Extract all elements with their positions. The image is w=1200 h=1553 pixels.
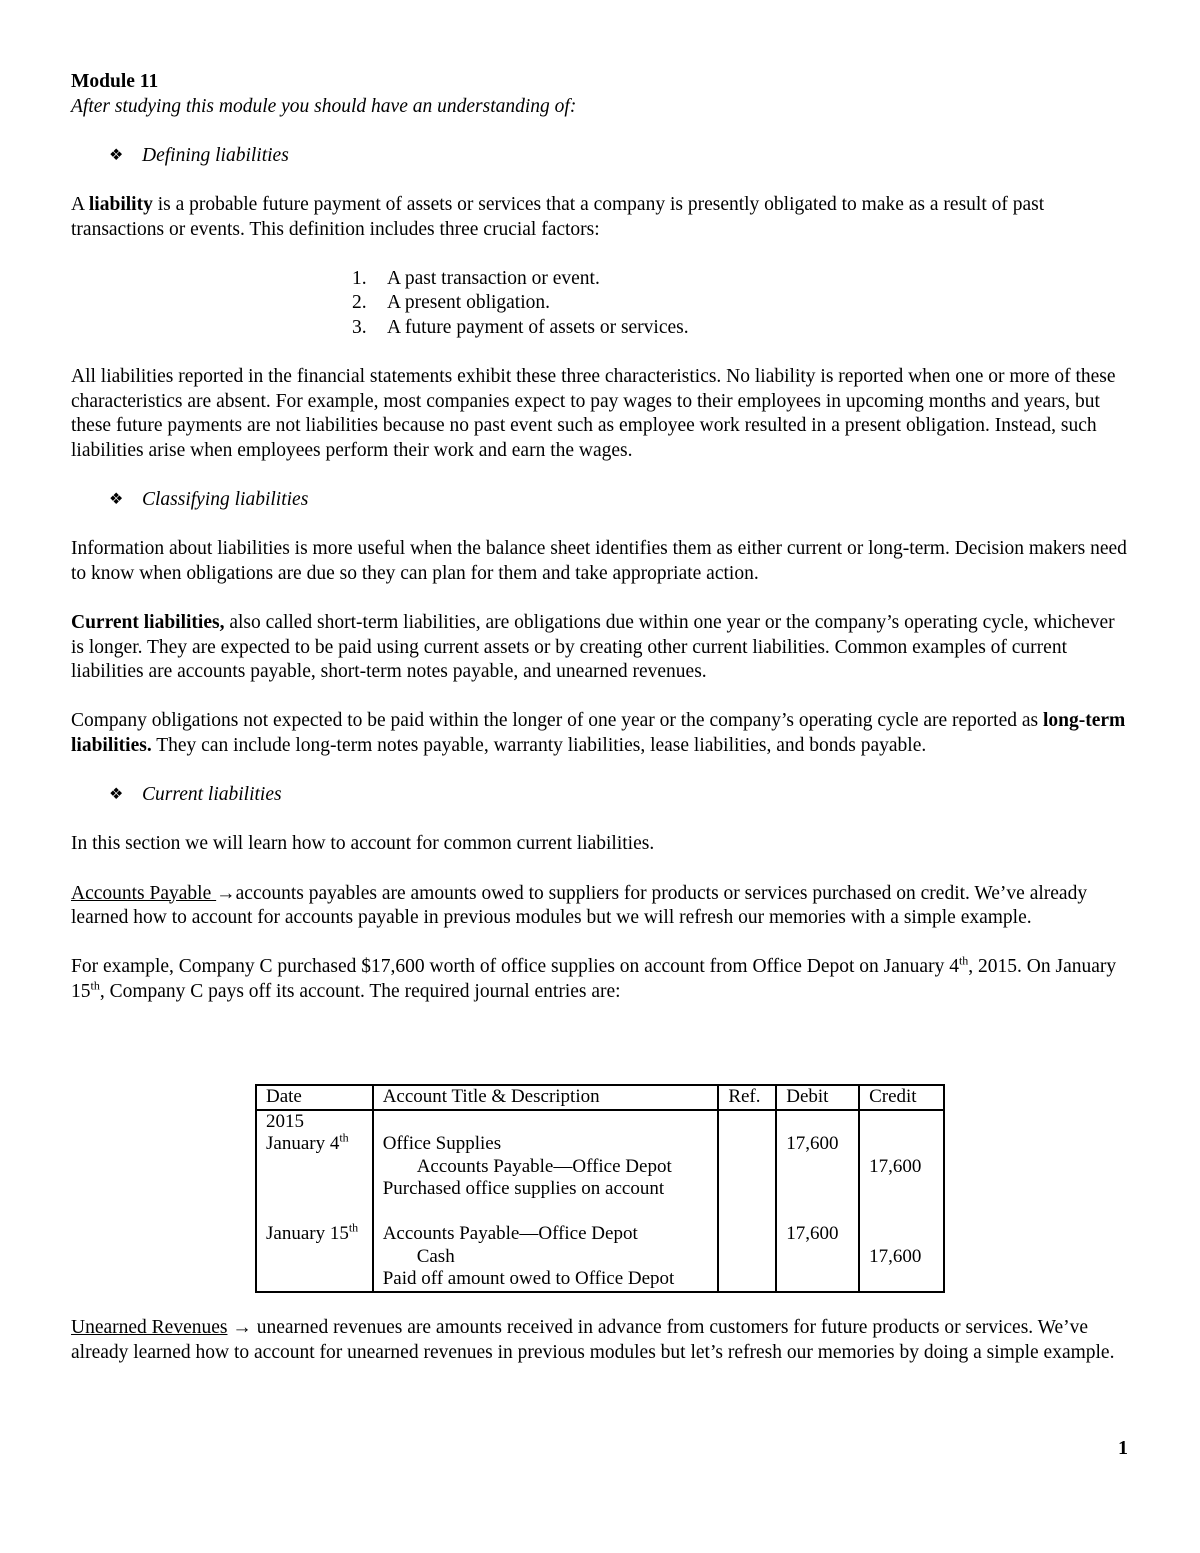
entry1-credit-amount: 17,600: [869, 1155, 922, 1177]
liability-definition-paragraph: [71, 193, 1131, 242]
journal-entries-table: [255, 1084, 945, 1293]
account-cell: [373, 1110, 719, 1292]
entry2-credit-account: Cash: [416, 1245, 455, 1267]
ref-cell: [718, 1110, 776, 1292]
arrow-right-icon: →: [232, 1317, 252, 1338]
entry1-credit-account: Accounts Payable—Office Depot: [416, 1155, 672, 1177]
accounts-payable-paragraph: [71, 882, 1131, 931]
superscript: th: [339, 1130, 349, 1145]
diamond-bullet-icon: ❖: [109, 491, 124, 509]
long-term-liabilities-paragraph: [71, 709, 1131, 758]
page-number: 1: [1118, 1437, 1128, 1459]
date-cell: [256, 1110, 373, 1292]
entry1-description: Purchased office supplies on account: [382, 1178, 665, 1199]
text-run: , 2015. On January 15: [71, 956, 1117, 1002]
list-text: A present obligation.: [387, 292, 551, 314]
term-liability: liability: [88, 193, 153, 215]
year: 2015: [266, 1110, 304, 1132]
current-intro-paragraph: In this section we will learn how to account for common current liabilities.: [71, 833, 655, 855]
debit-cell: [776, 1110, 859, 1292]
module-subtitle: After studying this module you should have an understanding of:: [71, 95, 577, 117]
document-page: [71, 70, 1131, 1005]
superscript: th: [958, 953, 969, 968]
entry2-debit-account: Accounts Payable—Office Depot: [382, 1223, 638, 1244]
text-run: A: [71, 193, 89, 215]
text-run: They can include long-term notes payable, warranty liabilities, lease liabilities, and bonds payable.: [151, 735, 927, 757]
entry1-debit-account: Office Supplies: [382, 1133, 502, 1154]
entry1-debit-amount: 17,600: [786, 1133, 839, 1154]
list-number: 1.: [352, 267, 367, 289]
characteristics-paragraph: All liabilities reported in the financial statements exhibit these three characteristics. No liability is reported when one or more of these characteristics are absent. For example, most companies expect to pay wages to their employees in upcoming months and years, but these future payments are not liabilities because no past event such as employee work resulted in a present obligation. Instead, such liabilities arise when employees perform their work and earn the wages.: [71, 366, 1116, 461]
credit-cell: [859, 1110, 944, 1292]
section-heading-current: [109, 783, 1131, 808]
list-number: 3.: [352, 316, 367, 338]
section-heading-text: Current liabilities: [142, 784, 282, 806]
header-debit: Debit: [776, 1085, 859, 1110]
text-run: accounts payables are amounts owed to suppliers for products or services purchased on credit. We’ve already learned how to account for accounts payable in previous modules but we will refresh our memories with a simple example.: [71, 882, 1088, 929]
factors-list: [352, 267, 1131, 341]
text-run: also called short-term liabilities, are obligations due within one year or the company’s operating cycle, whichever is longer. They are expected to be paid using current assets or by creating other current liabilities. Common examples of current liabilities are accounts payable, short-term notes payable, and unearned revenues.: [71, 612, 1115, 683]
entry1-date: [266, 1130, 372, 1156]
list-item: [352, 291, 1131, 316]
date-text: January 15: [266, 1223, 349, 1244]
arrow-right-icon: →: [216, 882, 236, 904]
list-number: 2.: [352, 292, 367, 314]
section-heading-classifying: [109, 488, 1131, 513]
list-text: A past transaction or event.: [387, 267, 600, 289]
list-item: [352, 316, 1131, 341]
text-run: Company obligations not expected to be paid within the longer of one year or the company’s operating cycle are reported as: [71, 710, 1043, 732]
section-heading-defining: [109, 144, 1131, 169]
header-date: Date: [256, 1085, 373, 1110]
table-row: [256, 1110, 944, 1292]
entry2-debit-amount: 17,600: [786, 1223, 839, 1244]
classification-paragraph: Information about liabilities is more useful when the balance sheet identifies them as either current or long-term. Decision makers need to know when obligations are due so they can plan for them and take appropriate action.: [71, 538, 1127, 584]
current-liabilities-paragraph: [71, 611, 1131, 685]
module-title: Module 11: [71, 71, 159, 92]
text-run: For example, Company C purchased $17,600 worth of office supplies on account from Office Depot on January 4: [71, 956, 959, 978]
unearned-revenues-label: Unearned Revenues: [71, 1317, 228, 1338]
superscript: th: [348, 1220, 359, 1235]
list-text: A future payment of assets or services.: [387, 316, 689, 338]
entry2-date: [266, 1220, 372, 1246]
entry2-description: Paid off amount owed to Office Depot: [382, 1268, 675, 1289]
header-credit: Credit: [859, 1085, 944, 1110]
diamond-bullet-icon: ❖: [109, 146, 124, 164]
date-text: January 4: [266, 1133, 340, 1154]
entry2-credit-amount: 17,600: [869, 1245, 922, 1267]
unearned-revenues-paragraph: [71, 1316, 1131, 1365]
section-heading-text: Classifying liabilities: [142, 489, 309, 511]
accounts-payable-label: Accounts Payable: [71, 882, 217, 904]
table-header-row: [256, 1085, 944, 1110]
list-item: [352, 267, 1131, 292]
diamond-bullet-icon: ❖: [109, 786, 124, 804]
text-run: is a probable future payment of assets or services that a company is presently obligated to make as a result of past transactions or events. This definition includes three crucial factors:: [71, 193, 1045, 240]
text-run: , Company C pays off its account. The required journal entries are:: [99, 980, 621, 1002]
term-long-term-liabilities: long-term liabilities.: [71, 710, 1126, 757]
term-current-liabilities: Current liabilities,: [71, 612, 225, 634]
header-account: Account Title & Description: [373, 1085, 719, 1110]
superscript: th: [90, 978, 100, 993]
example-paragraph: [71, 955, 1131, 1004]
text-run: unearned revenues are amounts received in advance from customers for future products or services. We’ve already learned how to account for unearned revenues in previous modules but let’s refresh our memories by doing a simple example.: [71, 1317, 1115, 1363]
header-ref: Ref.: [718, 1085, 776, 1110]
section-heading-text: Defining liabilities: [142, 144, 289, 166]
document-page-continued: [71, 1316, 1131, 1365]
